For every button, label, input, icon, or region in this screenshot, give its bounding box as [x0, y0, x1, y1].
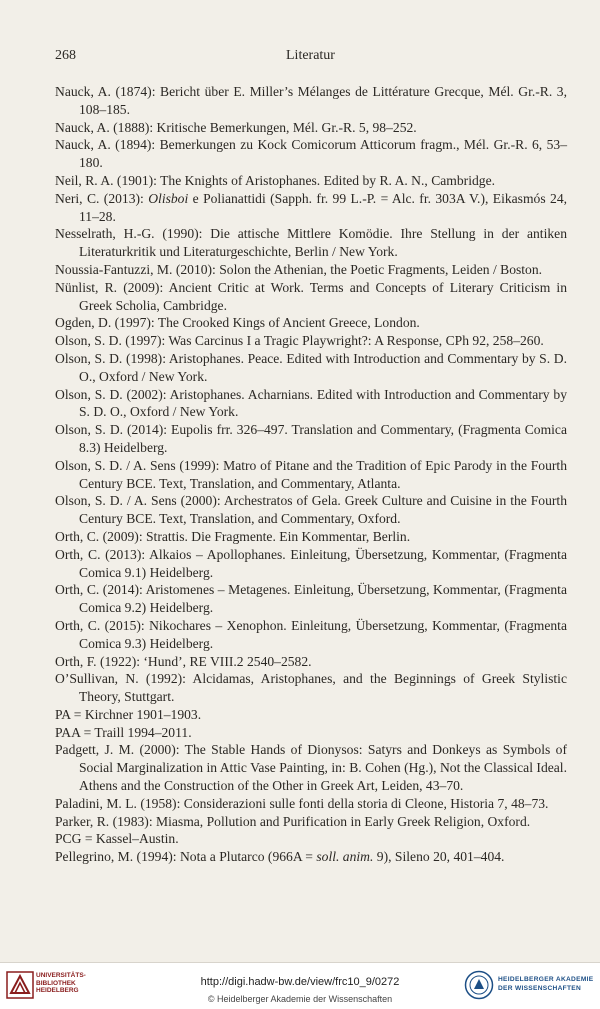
- reference-entry: [55, 190, 567, 226]
- reference-entry: Nauck, A. (1894): Bemerkungen zu Kock Comicorum Atticorum fragm., Mél. Gr.-R. 6, 53–180.: [55, 137, 567, 171]
- reference-entry: Padgett, J. M. (2000): The Stable Hands of Dionysos: Satyrs and Donkeys as Symbols of Social Marginalization in Attic Vase Painting, in: B. Cohen (Hg.), Not the Classical Ideal. Athens and the Construction of the Other in Greek Art, Leiden, 43–70.: [55, 742, 567, 794]
- reference-entry: Olson, S. D. (1998): Aristophanes. Peace. Edited with Introduction and Commentary by S. D. O., Oxford / New York.: [55, 350, 567, 384]
- bibliography-list: [55, 83, 567, 866]
- reference-entry: Paladini, M. L. (1958): Considerazioni sulle fonti della storia di Cleone, Historia 7, 48–73.: [55, 795, 549, 811]
- reference-entry: Orth, F. (1922): ‘Hund’, RE VIII.2 2540–2582.: [55, 653, 312, 669]
- reference-entry: [55, 848, 567, 866]
- reference-entry: Orth, C. (2014): Aristomenes – Metagenes. Einleitung, Übersetzung, Kommentar, (Fragmenta Comica 9.2) Heidelberg.: [55, 582, 567, 616]
- permalink-url[interactable]: http://digi.hadw-bw.de/view/frc10_9/0272: [200, 976, 400, 988]
- reference-text: 9), Sileno 20, 401–404.: [373, 849, 505, 865]
- ub-line-1: UNIVERSITÄTS-: [36, 972, 86, 979]
- reference-entry: Olson, S. D. (2002): Aristophanes. Acharnians. Edited with Introduction and Commentary by S. D. O., Oxford / New York.: [55, 386, 567, 420]
- page-number: 268: [55, 48, 76, 63]
- reference-entry: Orth, C. (2013): Alkaios – Apollophanes. Einleitung, Übersetzung, Kommentar, (Fragmenta Comica 9.1) Heidelberg.: [55, 546, 567, 580]
- running-title: Literatur: [286, 48, 335, 63]
- reference-entry: Orth, C. (2009): Strattis. Die Fragmente. Ein Kommentar, Berlin.: [55, 528, 411, 544]
- reference-entry: Orth, C. (2015): Nikochares – Xenophon. Einleitung, Übersetzung, Kommentar, (Fragmenta Comica 9.3) Heidelberg.: [55, 617, 567, 651]
- reference-entry: Nauck, A. (1888): Kritische Bemerkungen, Mél. Gr.-R. 5, 98–252.: [55, 119, 417, 135]
- reference-italic-title: soll. anim.: [316, 849, 374, 865]
- academy-seal-icon: [464, 970, 494, 1000]
- reference-entry: Ogden, D. (1997): The Crooked Kings of Ancient Greece, London.: [55, 315, 420, 331]
- reference-entry: Parker, R. (1983): Miasma, Pollution and Purification in Early Greek Religion, Oxford.: [55, 813, 531, 829]
- reference-entry: PAA = Traill 1994–2011.: [55, 724, 192, 740]
- reference-entry: Noussia-Fantuzzi, M. (2010): Solon the Athenian, the Poetic Fragments, Leiden / Boston.: [55, 261, 543, 277]
- reference-entry: Nesselrath, H.-G. (1990): Die attische Mittlere Komödie. Ihre Stellung in der antiken Literaturkritik und Literaturgeschichte, Berlin / New York.: [55, 226, 567, 260]
- reference-text: Pellegrino, M. (1994): Nota a Plutarco (966A =: [55, 849, 317, 865]
- reference-entry: PA = Kirchner 1901–1903.: [55, 706, 202, 722]
- copyright-notice: © Heidelberger Akademie der Wissenschaften: [207, 994, 393, 1004]
- reference-italic-title: Olisboi: [148, 190, 189, 206]
- footer-bar: [0, 962, 600, 1009]
- academy-line-1: HEIDELBERGER AKADEMIE: [498, 976, 594, 983]
- academy-name: [498, 975, 593, 993]
- reference-entry: PCG = Kassel–Austin.: [55, 831, 179, 847]
- reference-entry: Olson, S. D. (1997): Was Carcinus I a Tragic Playwright?: A Response, CPh 92, 258–260.: [55, 333, 544, 349]
- reference-text: e Polianattidi (Sapph. fr. 99 L.-P. = Alc. fr. 303A V.), Eikasmós 24, 11–28.: [79, 190, 568, 224]
- reference-entry: Nauck, A. (1874): Bericht über E. Miller’s Mélanges de Littérature Grecque, Mél. Gr.-R. 3, 108–185.: [55, 84, 567, 117]
- ub-line-3: HEIDELBERG: [36, 987, 79, 994]
- reference-entry: Neil, R. A. (1901): The Knights of Aristophanes. Edited by R. A. N., Cambridge.: [55, 172, 495, 188]
- ub-line-2: BIBLIOTHEK: [36, 979, 76, 987]
- reference-entry: Nünlist, R. (2009): Ancient Critic at Work. Terms and Concepts of Literary Criticism in Greek Scholia, Cambridge.: [55, 279, 567, 313]
- academy-line-2: DER WISSENSCHAFTEN: [498, 985, 582, 992]
- reference-entry: Olson, S. D. / A. Sens (1999): Matro of Pitane and the Tradition of Epic Parody in the Fourth Century BCE. Text, Translation, and Commentary, Atlanta.: [55, 457, 567, 491]
- page-header: [55, 48, 566, 68]
- reference-entry: Olson, S. D. (2014): Eupolis frr. 326–497. Translation and Commentary, (Fragmenta Comica 8.3) Heidelberg.: [55, 422, 567, 455]
- reference-text: Neri, C. (2013):: [55, 190, 149, 206]
- reference-entry: O’Sullivan, N. (1992): Alcidamas, Aristophanes, and the Beginnings of Greek Stylistic Theory, Stuttgart.: [55, 671, 567, 705]
- reference-entry: Olson, S. D. / A. Sens (2000): Archestratos of Gela. Greek Culture and Cuisine in the Fourth Century BCE. Text, Translation, and Commentary, Oxford.: [55, 493, 567, 527]
